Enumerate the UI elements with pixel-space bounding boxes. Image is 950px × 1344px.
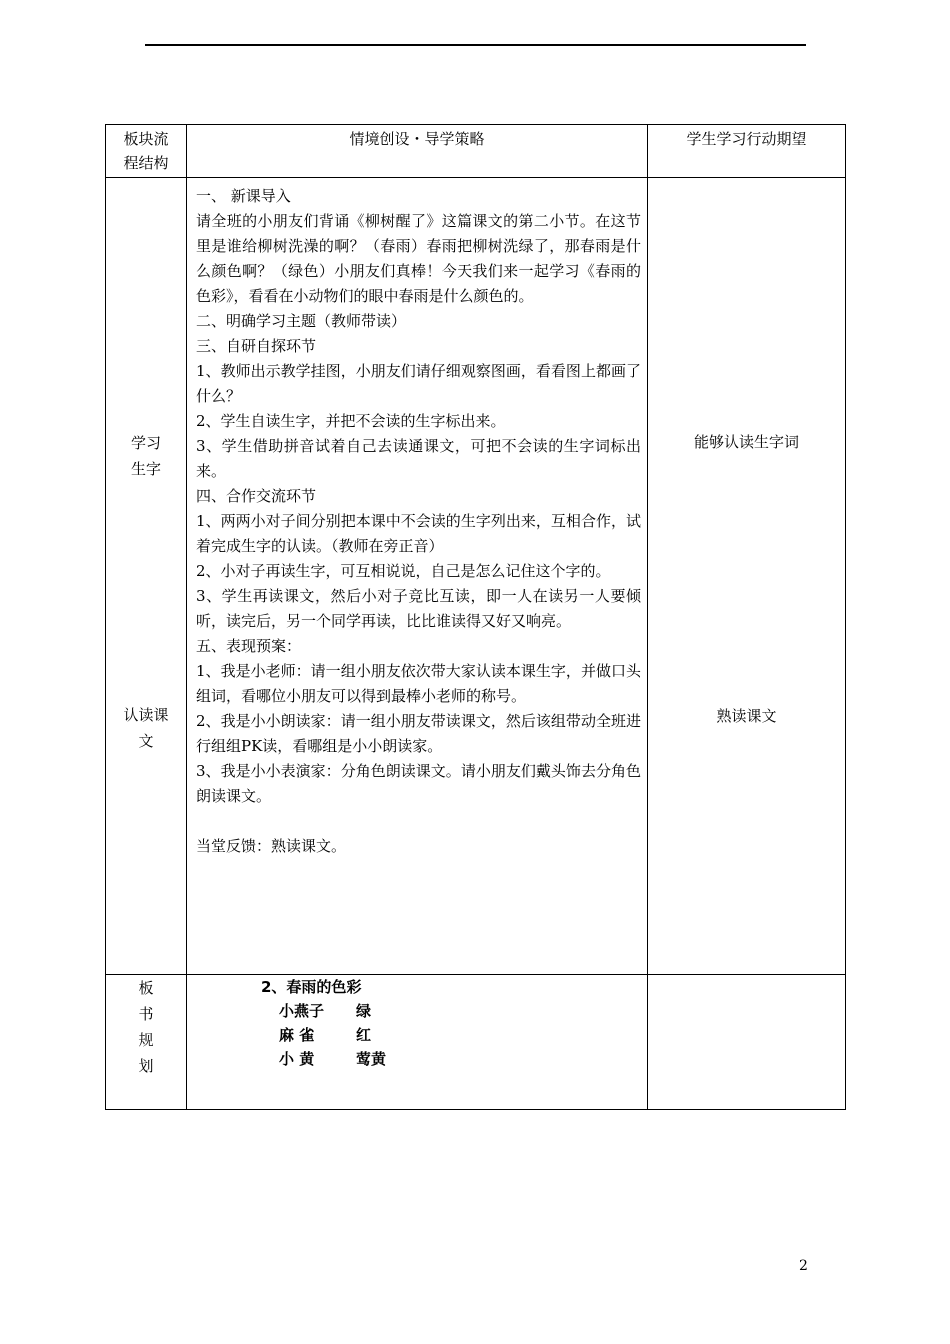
board-plan-content: [187, 975, 648, 1110]
expectation-learn-characters: 能够认读生字词: [693, 433, 799, 451]
content-line: 二、明确学习主题（教师带读）: [196, 312, 407, 330]
section-label-learn-characters: 学习 生字: [130, 434, 161, 478]
board-row: 小燕子 绿: [279, 1002, 372, 1020]
content-paragraph: 1、两两小对子间分别把本课中不会读的生字列出来，互相合作，试着完成生字的认读。（教师在旁正音）: [196, 512, 641, 555]
board-row: 小 黄 莺黄: [279, 1050, 387, 1068]
expectation-cell: [648, 178, 846, 975]
content-line: 一、 新课导入: [196, 187, 291, 205]
page-number: 2: [799, 1258, 808, 1274]
content-line: 2、小对子再读生字，可互相说说，自己是怎么记住这个字的。: [196, 562, 611, 580]
board-plan-label: 板 书 规 划: [106, 975, 187, 1110]
content-line: 五、表现预案：: [196, 637, 302, 655]
content-line: 2、学生自读生字，并把不会读的生字标出来。: [196, 412, 506, 430]
content-paragraph: 3、学生再读课文，然后小对子竞比互读，即一人在读另一人要倾听，读完后，另一个同学再读，比比谁读得又好又响亮。: [196, 587, 641, 630]
strategy-content-cell: [187, 178, 648, 975]
header-strategy: 情境创设・导学策略: [187, 125, 648, 178]
content-paragraph: 3、学生借助拼音试着自己去读通课文，可把不会读的生字词标出来。: [196, 437, 641, 480]
content-paragraph: 1、我是小老师：请一组小朋友依次带大家认读本课生字，并做口头组词，看哪位小朋友可以得到最棒小老师的称号。: [196, 662, 641, 705]
section-labels-cell: [106, 178, 187, 975]
content-paragraph: 1、教师出示教学挂图，小朋友们请仔细观察图画，看看图上都画了什么？: [196, 362, 641, 405]
strategy-text: [187, 178, 647, 859]
table-header-row: [106, 125, 846, 178]
header-rule: [145, 44, 806, 46]
section-label-read-text: 认读课 文: [123, 706, 169, 750]
board-title: 2、春雨的色彩: [261, 978, 362, 996]
header-structure: 板块流 程结构: [106, 125, 187, 178]
expectation-read-text: 熟读课文: [716, 707, 777, 725]
content-line: 四、合作交流环节: [196, 487, 317, 505]
header-expectation: 学生学习行动期望: [648, 125, 846, 178]
main-content-row: [106, 178, 846, 975]
board-plan-empty: [648, 975, 846, 1110]
content-paragraph: 2、我是小小朗读家：请一组小朋友带读课文，然后该组带动全班进行组组PK读，看哪组是小小朗读家。: [196, 712, 641, 755]
content-paragraph: 请全班的小朋友们背诵《柳树醒了》这篇课文的第二小节。在这节里是谁给柳树洗澡的啊？（春雨）春雨把柳树洗绿了，那春雨是什么颜色啊？（绿色）小朋友们真棒！今天我们来一起学习《春雨的色彩》，看看在小动物们的眼中春雨是什么颜色的。: [196, 212, 641, 305]
feedback-line: 当堂反馈：熟读课文。: [196, 837, 347, 855]
board-row: 麻 雀 红: [279, 1026, 372, 1044]
board-plan-row: [106, 975, 846, 1110]
lesson-plan-table: [105, 124, 846, 1110]
content-line: 三、自研自探环节: [196, 337, 317, 355]
content-paragraph: 3、我是小小表演家：分角色朗读课文。请小朋友们戴头饰去分角色朗读课文。: [196, 762, 641, 805]
